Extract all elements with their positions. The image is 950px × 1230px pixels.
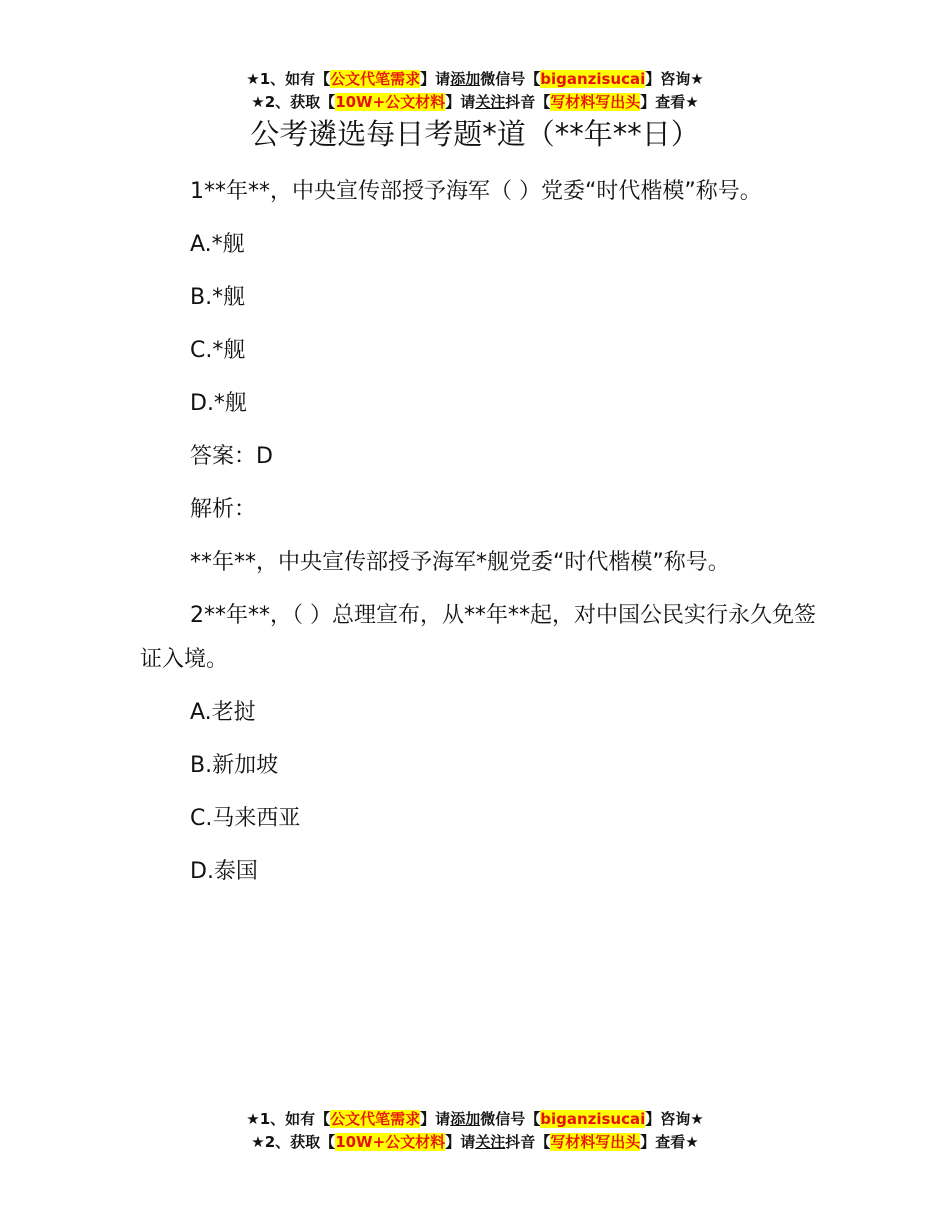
banner-highlight: 写材料写出头 [550,1133,641,1151]
question-2-option-b: B.新加坡 [190,753,279,778]
banner-text: ★1、如有【 [246,70,331,88]
question-2-option-a: A.老挝 [190,700,256,725]
banner-text: 】请 [420,70,451,88]
question-1-analysis-label: 解析： [190,497,257,522]
banner-text: 】咨询★ [645,1110,704,1128]
banner-line-1 [0,68,950,91]
banner-line-2 [0,1131,950,1154]
question-1-option-c: C.*舰 [190,338,246,363]
banner-text: 】请 [445,1133,476,1151]
banner-highlight: biganzisucai [540,70,646,88]
footer-banner [0,1108,950,1154]
question-2-option-d: D.泰国 [190,859,258,884]
banner-text: 抖音【 [505,93,551,111]
question-1-analysis: **年**，中央宣传部授予海军*舰党委“时代楷模”称号。 [190,550,730,575]
document-body [140,170,820,903]
banner-text: 抖音【 [505,1133,551,1151]
banner-text: ★2、获取【 [251,1133,336,1151]
banner-text: ★2、获取【 [251,93,336,111]
banner-line-1 [0,1108,950,1131]
question-2-option-c: C.马来西亚 [190,806,301,831]
banner-highlight: 公文代笔需求 [330,70,421,88]
question-1-option-b: B.*舰 [190,285,246,310]
banner-text: 微信号【 [480,70,541,88]
question-1-stem: 1**年**，中央宣传部授予海军（ ）党委“时代楷模”称号。 [190,179,762,204]
banner-text: 】查看★ [640,1133,699,1151]
header-banner [0,68,950,114]
banner-highlight: 写材料写出头 [550,93,641,111]
banner-underlined: 关注 [475,93,506,111]
question-1-answer: 答案：D [190,444,273,469]
banner-text: 】请 [420,1110,451,1128]
banner-underlined: 添加 [450,1110,481,1128]
banner-highlight: 10W+公文材料 [335,93,446,111]
banner-text: 微信号【 [480,1110,541,1128]
banner-highlight: 10W+公文材料 [335,1133,446,1151]
banner-text: 】咨询★ [645,70,704,88]
banner-underlined: 关注 [475,1133,506,1151]
banner-text: 】请 [445,93,476,111]
banner-highlight: biganzisucai [540,1110,646,1128]
question-2-stem: 2**年**，（ ）总理宣布，从**年**起，对中国公民实行永久免签证入境。 [140,603,816,672]
question-1-option-d: D.*舰 [190,391,247,416]
question-1-option-a: A.*舰 [190,232,245,257]
banner-text: 】查看★ [640,93,699,111]
banner-line-2 [0,91,950,114]
banner-highlight: 公文代笔需求 [330,1110,421,1128]
banner-underlined: 添加 [450,70,481,88]
document-title: 公考遴选每日考题*道（**年**日） [250,117,700,151]
banner-text: ★1、如有【 [246,1110,331,1128]
